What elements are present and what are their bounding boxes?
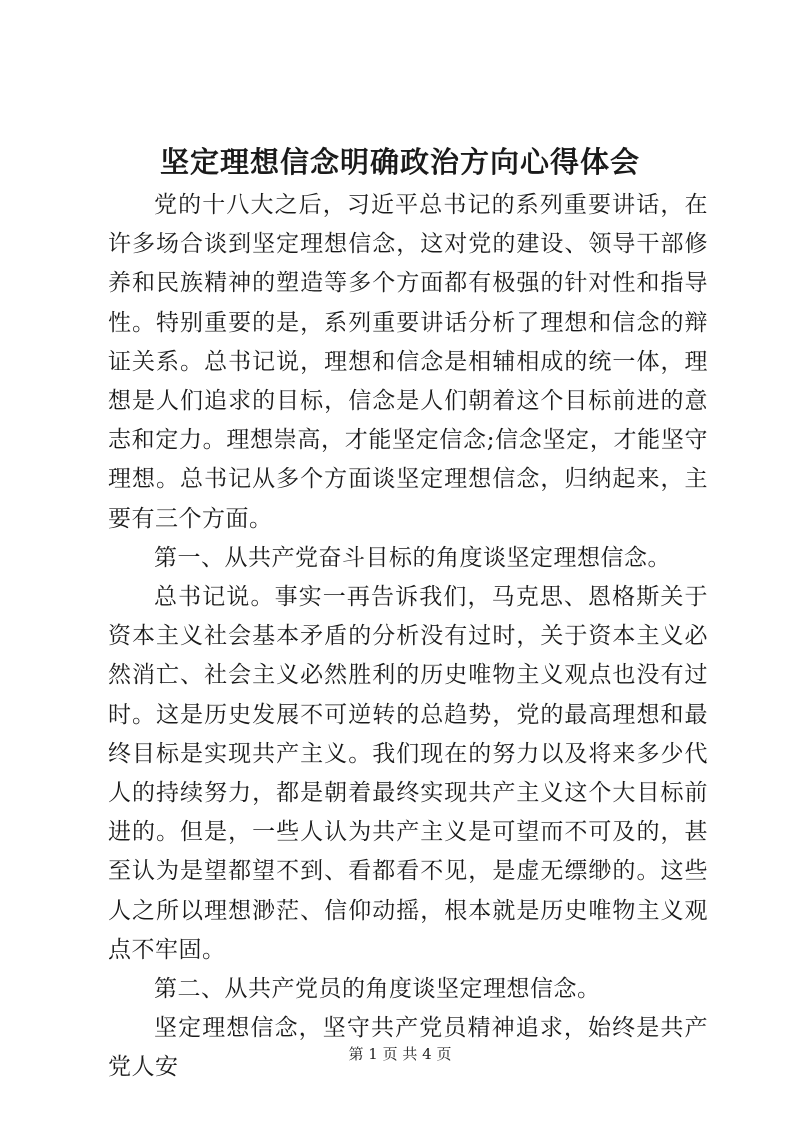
paragraph-heading-first: 第一、从共产党奋斗目标的角度谈坚定理想信念。	[154, 544, 671, 571]
document-title: 坚定理想信念明确政治方向心得体会	[159, 145, 640, 179]
paragraph-heading-second: 第二、从共产党员的角度谈坚定理想信念。	[154, 976, 601, 1003]
paragraph-first-body: 总书记说。事实一再告诉我们，马克思、恩格斯关于资本主义社会基本矛盾的分析没有过时，关于资本主义必然消亡、社会主义必然胜利的历史唯物主义观点也没有过时。这是历史发展不可逆转的总趋势，党的最高理想和最终目标是实现共产主义。我们现在的努力以及将来多少代人的持续努力，都是朝着最终实现共产主义这个大目标前进的。但是，一些人认为共产主义是可望而不可及的，甚至认为是望都望不到、看都看不见，是虚无缥缈的。这些人之所以理想渺茫、信仰动摇，根本就是历史唯物主义观点不牢固。	[108, 584, 708, 963]
paragraph-intro: 党的十八大之后，习近平总书记的系列重要讲话，在许多场合谈到坚定理想信念，这对党的建设、领导干部修养和民族精神的塑造等多个方面都有极强的针对性和指导性。特别重要的是，系列重要讲话分析了理想和信念的辩证关系。总书记说，理想和信念是相辅相成的统一体，理想是人们追求的目标，信念是人们朝着这个目标前进的意志和定力。理想崇高，才能坚定信念;信念坚定，才能坚守理想。总书记从多个方面谈坚定理想信念，归纳起来，主要有三个方面。	[108, 192, 708, 532]
page-number-footer: 第 1 页 共 4 页	[348, 1045, 452, 1063]
paragraph-second-body: 坚定理想信念，坚守共产党员精神追求，始终是共产党人安	[108, 1015, 708, 1081]
document-body	[108, 186, 708, 1088]
